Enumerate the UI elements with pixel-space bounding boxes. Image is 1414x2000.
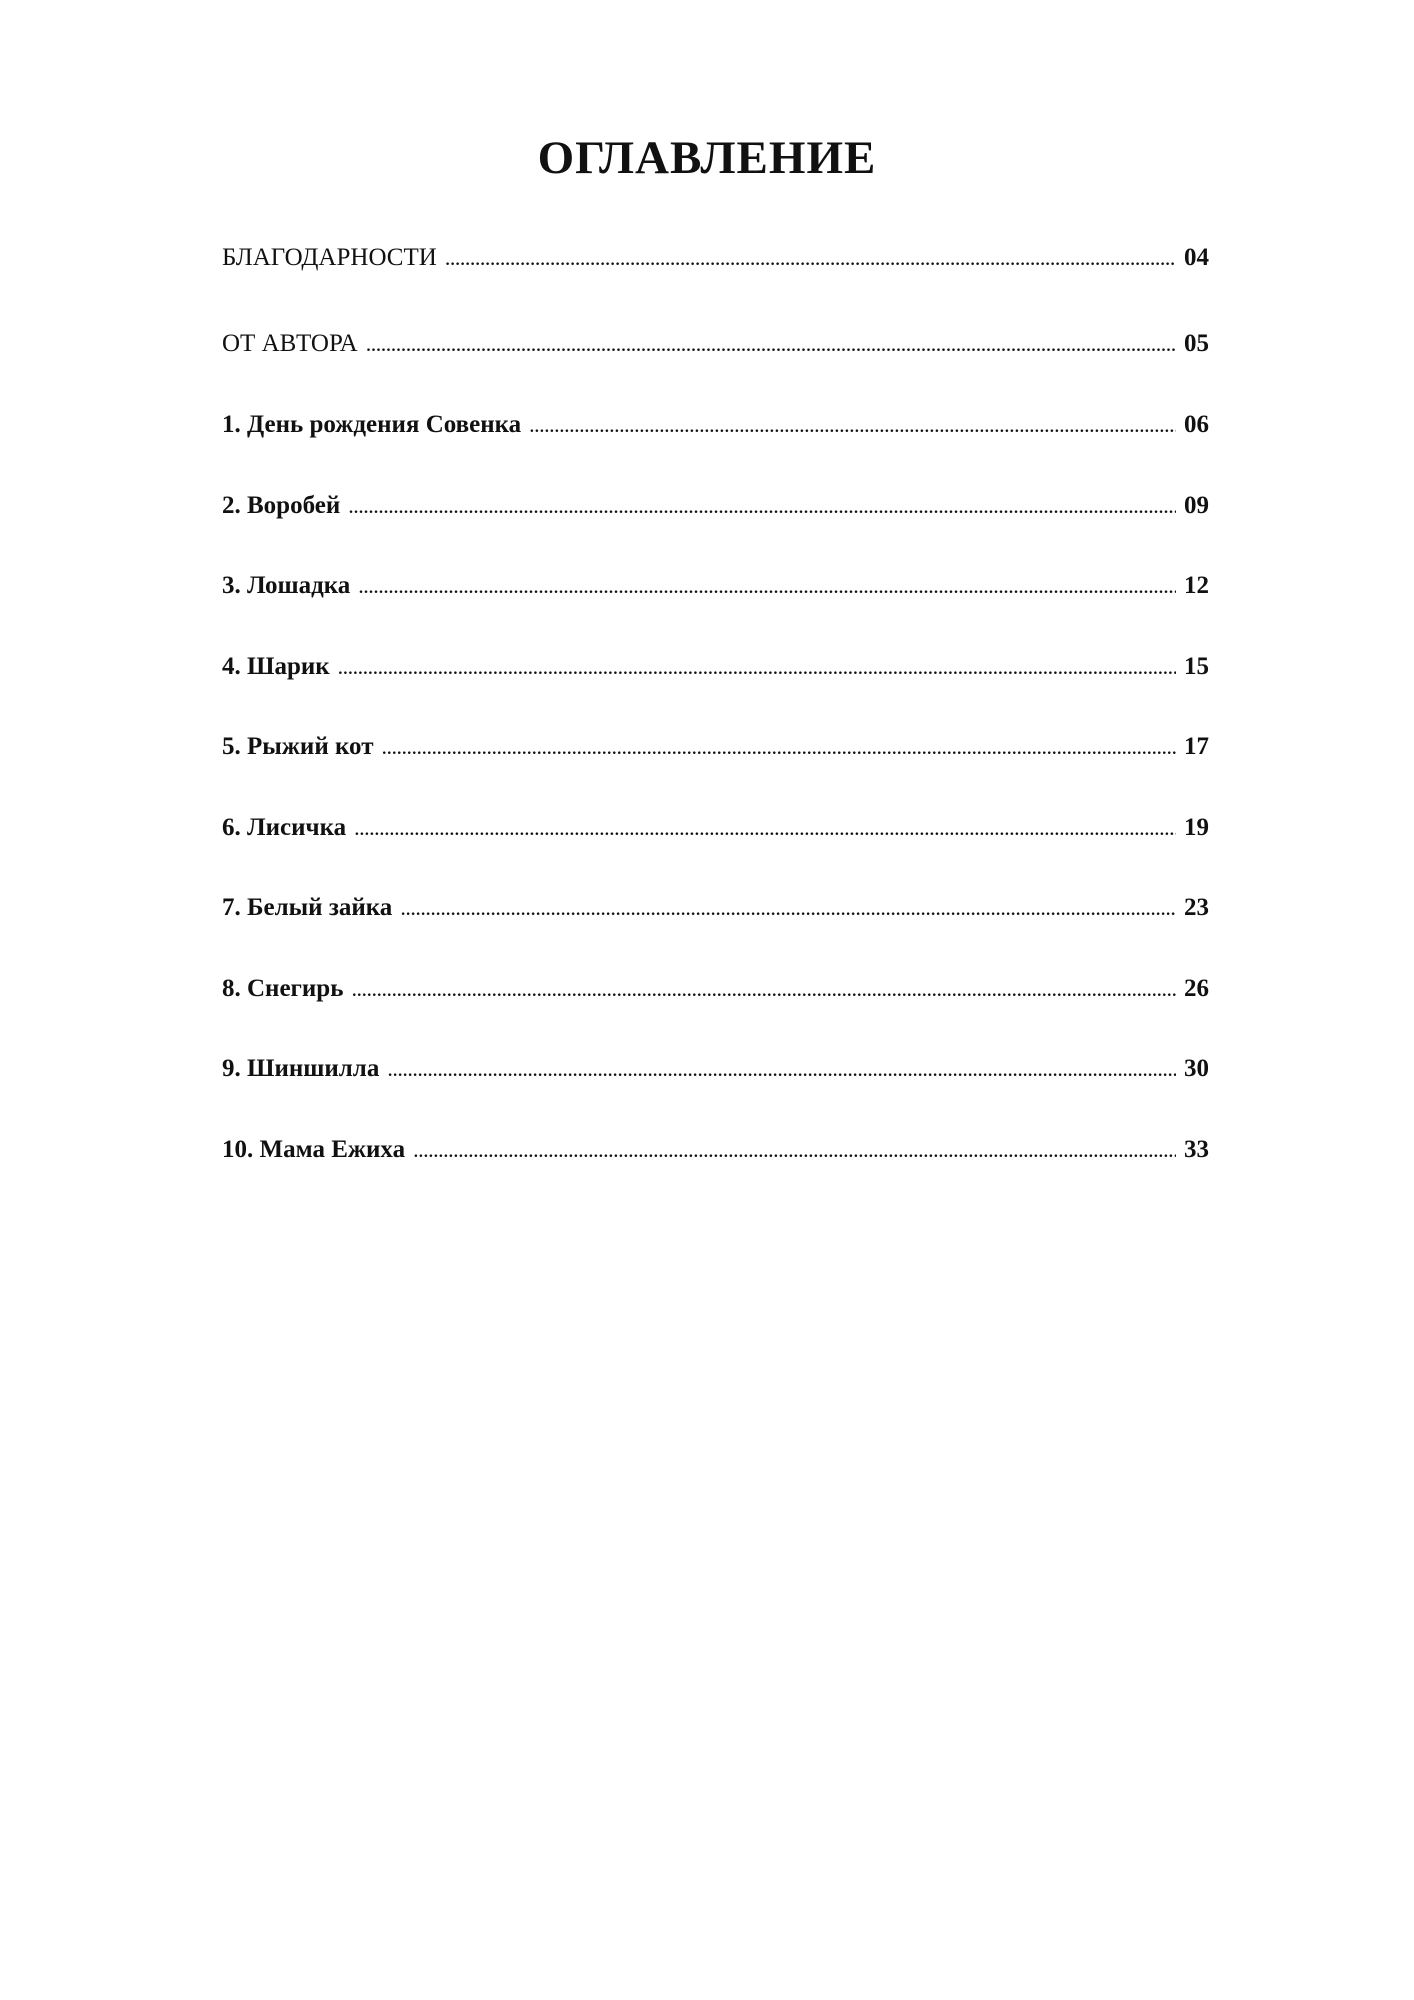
toc-entry-chapter-1[interactable] — [222, 405, 1209, 445]
toc-entry-label: 10. Мама Ежиха — [222, 1136, 406, 1163]
dot-leader — [338, 647, 1176, 687]
toc-entry-chapter-4[interactable] — [222, 647, 1209, 687]
toc-entry-chapter-8[interactable] — [222, 969, 1209, 1009]
dot-leader — [413, 1130, 1176, 1170]
toc-entry-page: 33 — [1184, 1136, 1209, 1163]
toc-entry-label: 5. Рыжий кот — [222, 733, 374, 760]
dot-leader — [366, 324, 1176, 364]
toc-entry-page: 12 — [1184, 572, 1209, 599]
dot-leader — [387, 1049, 1176, 1089]
toc-entry-chapter-7[interactable] — [222, 888, 1209, 928]
toc-entry-page: 17 — [1184, 733, 1209, 760]
dot-leader — [382, 727, 1176, 767]
toc-entry-chapter-3[interactable] — [222, 566, 1209, 606]
toc-entry-label: 8. Снегирь — [222, 975, 344, 1002]
toc-entry-page: 26 — [1184, 975, 1209, 1002]
toc-entry-chapter-5[interactable] — [222, 727, 1209, 767]
dot-leader — [445, 238, 1176, 278]
toc-entry-chapter-6[interactable] — [222, 808, 1209, 848]
toc-entry-chapter-10[interactable] — [222, 1130, 1209, 1170]
toc-entry-label: БЛАГОДАРНОСТИ — [222, 244, 437, 271]
toc-entry-chapter-9[interactable] — [222, 1049, 1209, 1089]
page-title: ОГЛАВЛЕНИЕ — [537, 132, 877, 184]
toc-entry-label: ОТ АВТОРА — [222, 330, 358, 357]
toc-entry-page: 19 — [1184, 814, 1209, 841]
dot-leader — [348, 486, 1176, 526]
toc-entry-page: 15 — [1184, 653, 1209, 680]
toc-entry-label: 2. Воробей — [222, 492, 341, 519]
dot-leader — [358, 566, 1176, 606]
toc-entry-label: 6. Лисичка — [222, 814, 347, 841]
toc-entry-page: 30 — [1184, 1055, 1209, 1082]
toc-entry-page: 04 — [1184, 244, 1209, 271]
toc-entry-acknowledgements[interactable] — [222, 238, 1209, 278]
toc-entry-label: 3. Лошадка — [222, 572, 351, 599]
dot-leader — [529, 405, 1176, 445]
dot-leader — [354, 808, 1176, 848]
toc-entry-label: 9. Шиншилла — [222, 1055, 380, 1082]
toc-entry-page: 05 — [1184, 330, 1209, 357]
dot-leader — [400, 888, 1176, 928]
toc-entry-label: 4. Шарик — [222, 653, 330, 680]
toc-entry-page: 06 — [1184, 411, 1209, 438]
dot-leader — [351, 969, 1176, 1009]
toc-entry-label: 1. День рождения Совенка — [222, 411, 522, 438]
toc-entry-from-author[interactable] — [222, 324, 1209, 364]
toc-entry-page: 09 — [1184, 492, 1209, 519]
toc-entry-page: 23 — [1184, 894, 1209, 921]
toc-entry-label: 7. Белый зайка — [222, 894, 393, 921]
toc-entry-chapter-2[interactable] — [222, 486, 1209, 526]
